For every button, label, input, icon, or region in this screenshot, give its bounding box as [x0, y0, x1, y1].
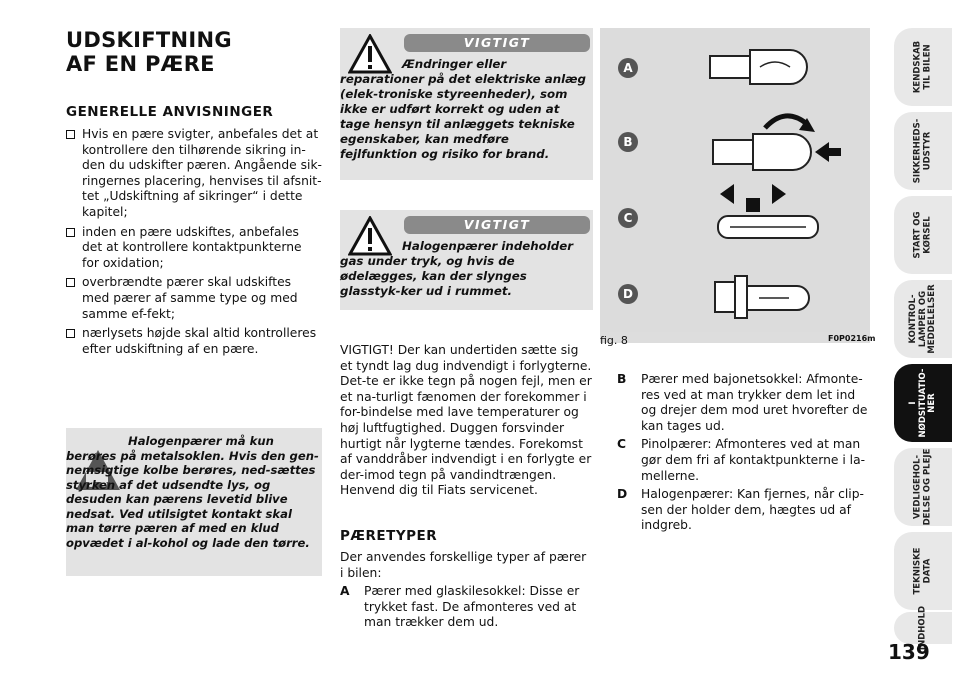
- warning-badge: VIGTIGT: [404, 216, 590, 234]
- figure-label-a: A: [618, 58, 638, 78]
- figure-row-b: [600, 104, 870, 182]
- figure-label-b: B: [618, 132, 638, 152]
- bullet-item: nærlysets højde skal altid kontrolleres efter udskiftning af en pære.: [66, 326, 322, 357]
- tab-vedligeholdelse[interactable]: VEDLIGEHOL- DELSE OG PLEJE: [894, 448, 952, 526]
- warning-text-electrical: Ændringer eller reparationer på det elektriske anlæg (elek-troniske styreenheder), som ikke er udført korrekt og uden at tage hensyn til anlæggets tekniske egenskaber, kan medføre fejlfunktion og risiko for brand.: [340, 57, 586, 161]
- page-number: 139: [888, 640, 930, 664]
- tab-kendskab[interactable]: KENDSKAB TIL BILEN: [894, 28, 952, 106]
- bulb-type-b: B Pærer med bajonetsokkel: Afmonte-res ved at man trykker dem let ind og drejer dem mod uret hvorefter de kan tages ud.: [617, 372, 868, 433]
- general-bullet-list: [66, 127, 322, 361]
- bulb-types-heading: PÆRETYPER: [340, 528, 438, 544]
- figure-row-c: [600, 180, 870, 258]
- warning-text-halogen: Halogenpærer indeholder gas under tryk, og hvis de ødelægges, kan der slynges glasstyk-ker ud i rummet.: [340, 239, 574, 298]
- tab-start-og-korsel[interactable]: START OG KØRSEL: [894, 196, 952, 274]
- tab-tekniske-data[interactable]: TEKNISKE DATA: [894, 532, 952, 610]
- bullet-item: overbrændte pærer skal udskiftes med pærer af samme type og med samme ef-fekt;: [66, 275, 322, 322]
- tab-sikkerhedsudstyr[interactable]: SIKKERHEDS- UDSTYR: [894, 112, 952, 190]
- checkbox-bullet-icon: [66, 329, 75, 338]
- important-paragraph: VIGTIGT! Der kan undertiden sætte sig et tyndt lag dug indvendigt i forlygterne. Det-te er ikke tegn på nogen fejl, men er et na-turligt fænomen der forekommer i for-bindelse med lave temperaturer og høj luftfugtighed. Duggen forsvinder hurtigt når lygterne tændes. Forekomst af vanddråber indvendigt i en forlygte er der-imod tegn på vandindtrængen. Henvend dig til Fiats servicenet.: [340, 343, 592, 498]
- chapter-tabs: [894, 0, 960, 677]
- bulb-type-c: C Pinolpærer: Afmonteres ved at man gør dem fri af kontaktpunkterne i la-mellerne.: [617, 437, 866, 483]
- checkbox-bullet-icon: [66, 130, 75, 139]
- title-line-1: UDSKIFTNING: [66, 28, 232, 52]
- wedge-bulb-icon: [700, 36, 830, 96]
- warning-badge: VIGTIGT: [404, 34, 590, 52]
- warning-box-halogen: [340, 210, 593, 310]
- figure-code: F0P0216m: [828, 334, 876, 343]
- bayonet-bulb-icon: [695, 108, 845, 178]
- bulb-types-continued: [617, 372, 869, 537]
- warning-box-electrical: [340, 28, 593, 180]
- checkbox-bullet-icon: [66, 278, 75, 287]
- figure-caption: fig. 8: [600, 334, 628, 347]
- bulb-types-section: [340, 550, 593, 634]
- figure-row-d: [600, 256, 870, 332]
- figure-row-a: [600, 28, 870, 106]
- halogen-bulb-icon: [705, 262, 845, 332]
- figure-label-d: D: [618, 284, 638, 304]
- bulb-figure: [600, 28, 870, 343]
- tab-indhold[interactable]: INDHOLD: [894, 612, 952, 644]
- bullet-item: Hvis en pære svigter, anbefales det at kontrollere den tilhørende sikring in-den du udskifter pæren. Angående sik-ringernes placering, henvises til afsnit-tet „Udskiftning af sikringer“ i dette kapitel;: [66, 127, 322, 221]
- bullet-item: inden en pære udskiftes, anbefales det at kontrollere kontaktpunkterne for oxidation;: [66, 225, 322, 272]
- bulb-type-d: D Halogenpærer: Kan fjernes, når clip-sen der holder dem, hægtes ud af indgreb.: [617, 487, 864, 533]
- general-heading: GENERELLE ANVISNINGER: [66, 104, 274, 120]
- tab-nodsituationer[interactable]: I NØDSITUATIO- NER: [894, 364, 952, 442]
- page-title: [66, 28, 232, 76]
- halogen-note-text: Halogenpærer må kun berøres på metalsoklen. Hvis den gen-nemsigtige kolbe berøres, ned-sættes styrken af det udsendte lys, og desuden kan pærens levetid blive nedsat. Ved utilsigtet kontakt skal man tørre pæren af med en klud opvædet i al-kohol og lade den tørre.: [66, 434, 319, 550]
- checkbox-bullet-icon: [66, 228, 75, 237]
- title-line-2: AF EN PÆRE: [66, 52, 215, 76]
- festoon-bulb-icon: [700, 182, 840, 254]
- figure-label-c: C: [618, 208, 638, 228]
- halogen-handling-note: [66, 428, 322, 576]
- bulb-type-a: A Pærer med glaskilesokkel: Disse er trykket fast. De afmonteres ved at man trækker dem ud.: [340, 584, 580, 630]
- tab-kontrollamper[interactable]: KONTROL- LAMPER OG MEDDELELSER: [894, 280, 952, 358]
- bulb-types-intro: Der anvendes forskellige typer af pærer i bilen:: [340, 550, 587, 580]
